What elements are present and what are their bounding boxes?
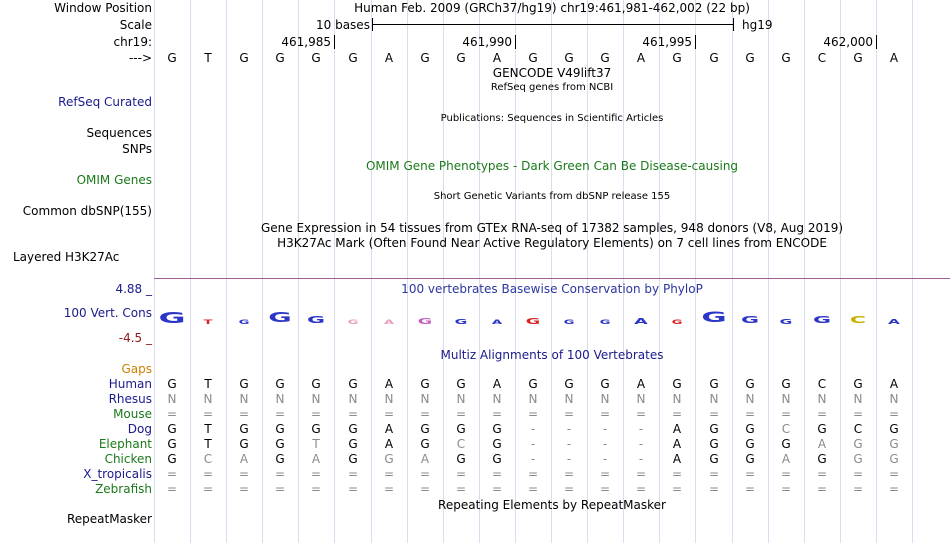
alignment-base: = xyxy=(599,407,611,421)
alignment-base: = xyxy=(816,482,828,496)
alignment-base: = xyxy=(744,482,756,496)
gridline xyxy=(840,0,841,543)
alignment-base: = xyxy=(671,467,683,481)
species-label[interactable]: X_tropicalis xyxy=(83,467,152,481)
gridline xyxy=(912,0,913,543)
gridline xyxy=(623,0,624,543)
alignment-base: G xyxy=(709,452,719,466)
repeatmasker-track-title[interactable]: Repeating Elements by RepeatMasker xyxy=(438,498,666,512)
alignment-base: = xyxy=(202,407,214,421)
alignment-base: G xyxy=(167,437,177,451)
alignment-base: G xyxy=(420,422,430,436)
chrom-label: chr19: xyxy=(113,35,152,49)
alignment-base: G xyxy=(781,437,791,451)
species-label[interactable]: Rhesus xyxy=(108,392,152,406)
publications-track-title[interactable]: Publications: Sequences in Scientific Articles xyxy=(440,113,664,124)
alignment-base: N xyxy=(311,392,321,406)
alignment-base: = xyxy=(455,482,467,496)
alignment-base: = xyxy=(671,407,683,421)
sequence-base: G xyxy=(275,51,285,65)
species-label[interactable]: Dog xyxy=(127,422,152,436)
repeatmasker-track-label[interactable]: RepeatMasker xyxy=(66,512,152,526)
alignment-base: A xyxy=(672,437,682,451)
alignment-base: A xyxy=(384,377,394,391)
gridline xyxy=(407,0,408,543)
conservation-base-mark: G xyxy=(779,318,793,326)
alignment-base: = xyxy=(491,407,503,421)
alignment-base: N xyxy=(817,392,827,406)
alignment-base: = xyxy=(816,467,828,481)
alignment-base: = xyxy=(310,467,322,481)
sequence-base: G xyxy=(420,51,430,65)
alignment-base: A xyxy=(817,437,827,451)
sequence-base: C xyxy=(817,51,827,65)
alignment-base: G xyxy=(239,437,249,451)
gridline xyxy=(443,0,444,543)
alignment-base: = xyxy=(383,467,395,481)
alignment-base: G xyxy=(745,437,755,451)
conservation-base-mark: G xyxy=(268,311,292,326)
alignment-base: = xyxy=(310,407,322,421)
cons-max-value: 4.88 _ xyxy=(115,282,152,296)
sequence-base: T xyxy=(204,51,212,65)
alignment-base: G xyxy=(709,377,719,391)
alignment-base: = xyxy=(383,407,395,421)
alignment-base: T xyxy=(312,437,320,451)
alignment-base: G xyxy=(275,437,285,451)
alignment-base: = xyxy=(888,482,900,496)
alignment-base: = xyxy=(274,407,286,421)
gridline xyxy=(768,0,769,543)
alignment-base: N xyxy=(781,392,791,406)
alignment-base: = xyxy=(455,467,467,481)
alignment-base: = xyxy=(599,467,611,481)
assembly-title: Human Feb. 2009 (GRCh37/hg19) chr19:461,981-462,002 (22 bp) xyxy=(354,1,750,15)
alignment-base: G xyxy=(348,422,358,436)
alignment-base: = xyxy=(780,482,792,496)
alignment-base: C xyxy=(781,422,791,436)
gridline xyxy=(334,0,335,543)
alignment-base: G xyxy=(167,422,177,436)
alignment-base: G xyxy=(745,422,755,436)
alignment-base: G xyxy=(384,452,394,466)
alignment-base: - xyxy=(530,437,536,451)
sequence-base: A xyxy=(636,51,646,65)
alignment-base: = xyxy=(708,482,720,496)
scale-label: Scale xyxy=(119,18,152,32)
sequence-base: G xyxy=(348,51,358,65)
alignment-base: N xyxy=(600,392,610,406)
species-label[interactable]: Chicken xyxy=(104,452,152,466)
gridline xyxy=(659,0,660,543)
alignment-base: - xyxy=(530,422,536,436)
alignment-base: = xyxy=(852,482,864,496)
alignment-base: - xyxy=(566,422,572,436)
sequence-base: A xyxy=(384,51,394,65)
alignment-base: G xyxy=(456,452,466,466)
alignment-base: G xyxy=(709,437,719,451)
alignment-base: G xyxy=(492,437,502,451)
alignment-base: = xyxy=(274,467,286,481)
alignment-base: A xyxy=(420,452,430,466)
conservation-base-mark: C xyxy=(849,315,867,326)
alignment-base: G xyxy=(564,377,574,391)
scale-text: 10 bases xyxy=(316,18,370,32)
ruler-tick xyxy=(695,35,696,49)
alignment-base: G xyxy=(348,452,358,466)
conservation-base-mark: A xyxy=(491,319,503,326)
alignment-base: - xyxy=(602,422,608,436)
alignment-base: = xyxy=(527,467,539,481)
alignment-base: G xyxy=(492,422,502,436)
conservation-base-mark: G xyxy=(454,318,468,326)
ruler-tick xyxy=(334,35,335,49)
alignment-base: N xyxy=(492,392,502,406)
alignment-base: G xyxy=(853,377,863,391)
alignment-base: G xyxy=(420,377,430,391)
gridline xyxy=(479,0,480,543)
sequence-base: G xyxy=(600,51,610,65)
conservation-base-mark: G xyxy=(158,309,186,327)
alignment-base: N xyxy=(167,392,177,406)
conservation-base-mark: G xyxy=(599,319,611,326)
alignment-base: = xyxy=(491,482,503,496)
alignment-base: A xyxy=(384,437,394,451)
conservation-base-mark: G xyxy=(812,315,832,326)
alignment-base: = xyxy=(347,467,359,481)
alignment-base: = xyxy=(527,482,539,496)
alignment-base: = xyxy=(635,407,647,421)
sequence-base: G xyxy=(239,51,249,65)
conservation-base-mark: G xyxy=(238,319,250,326)
ruler-tick xyxy=(515,35,516,49)
scale-bar-right-end xyxy=(733,18,734,31)
gridline xyxy=(732,0,733,543)
alignment-base: - xyxy=(602,452,608,466)
sequence-base: G xyxy=(564,51,574,65)
alignment-base: G xyxy=(745,377,755,391)
alignment-base: = xyxy=(419,482,431,496)
alignment-base: N xyxy=(564,392,574,406)
alignment-base: = xyxy=(383,482,395,496)
alignment-base: N xyxy=(203,392,213,406)
gridline xyxy=(876,0,877,543)
alignment-base: = xyxy=(238,407,250,421)
alignment-base: N xyxy=(239,392,249,406)
gridline xyxy=(298,0,299,543)
sequences-track-label[interactable]: Sequences xyxy=(86,126,152,140)
conservation-base-mark: G xyxy=(417,317,433,326)
cons-track-label[interactable]: 100 Vert. Cons xyxy=(63,306,152,320)
alignment-base: = xyxy=(599,482,611,496)
alignment-base: G xyxy=(709,422,719,436)
conservation-base-mark: A xyxy=(634,317,648,326)
alignment-base: G xyxy=(239,377,249,391)
alignment-base: N xyxy=(745,392,755,406)
alignment-base: = xyxy=(202,467,214,481)
alignment-base: G xyxy=(889,437,899,451)
alignment-base: = xyxy=(888,467,900,481)
gridline xyxy=(371,0,372,543)
alignment-base: T xyxy=(204,437,212,451)
alignment-base: G xyxy=(456,422,466,436)
alignment-base: = xyxy=(419,467,431,481)
alignment-base: C xyxy=(853,422,863,436)
omim-track-title[interactable]: OMIM Gene Phenotypes - Dark Green Can Be Disease-causing xyxy=(365,159,739,173)
alignment-base: = xyxy=(888,407,900,421)
alignment-base: - xyxy=(566,452,572,466)
conservation-base-mark: G xyxy=(347,319,359,326)
cons-min-value: -4.5 _ xyxy=(118,331,152,345)
gridline xyxy=(804,0,805,543)
alignment-base: A xyxy=(636,377,646,391)
cons-track-title[interactable]: 100 vertebrates Basewise Conservation by PhyloP xyxy=(401,282,703,296)
alignment-base: N xyxy=(456,392,466,406)
alignment-base: = xyxy=(708,407,720,421)
alignment-base: G xyxy=(528,377,538,391)
gridline xyxy=(154,0,155,543)
gtex-track-title[interactable]: Gene Expression in 54 tissues from GTEx RNA-seq of 17382 samples, 948 donors (V8, Aug 2019) xyxy=(260,221,844,235)
alignment-base: = xyxy=(166,407,178,421)
alignment-base: T xyxy=(204,377,212,391)
alignment-base: C xyxy=(456,437,466,451)
gaps-label[interactable]: Gaps xyxy=(121,362,152,376)
alignment-base: G xyxy=(492,452,502,466)
alignment-base: = xyxy=(491,467,503,481)
gridline xyxy=(262,0,263,543)
ruler-tick-label: 462,000 xyxy=(823,35,873,49)
sequence-base: A xyxy=(889,51,899,65)
alignment-base: G xyxy=(348,377,358,391)
alignment-base: C xyxy=(203,452,213,466)
sequence-base: G xyxy=(781,51,791,65)
alignment-base: = xyxy=(527,407,539,421)
alignment-base: G xyxy=(311,377,321,391)
alignment-base: - xyxy=(530,452,536,466)
alignment-base: N xyxy=(853,392,863,406)
assembly-short: hg19 xyxy=(742,18,773,32)
alignment-base: - xyxy=(638,452,644,466)
alignment-base: G xyxy=(817,452,827,466)
alignment-base: G xyxy=(889,452,899,466)
sequence-base: G xyxy=(853,51,863,65)
gencode-track-title[interactable]: GENCODE V49lift37 xyxy=(492,66,612,80)
alignment-base: - xyxy=(602,437,608,451)
alignment-base: G xyxy=(420,437,430,451)
ruler-tick xyxy=(876,35,877,49)
alignment-base: = xyxy=(671,482,683,496)
alignment-base: = xyxy=(563,482,575,496)
alignment-base: G xyxy=(275,452,285,466)
alignment-base: - xyxy=(638,437,644,451)
sequence-base: G xyxy=(311,51,321,65)
alignment-base: G xyxy=(239,422,249,436)
sequence-base: G xyxy=(672,51,682,65)
alignment-base: G xyxy=(745,452,755,466)
alignment-base: G xyxy=(853,437,863,451)
strand-toggle[interactable]: ---> xyxy=(128,51,152,65)
alignment-base: = xyxy=(816,407,828,421)
track-divider xyxy=(154,278,950,279)
scale-bar-left-end xyxy=(372,18,373,31)
alignment-base: = xyxy=(635,482,647,496)
alignment-base: N xyxy=(384,392,394,406)
alignment-base: = xyxy=(166,482,178,496)
alignment-base: G xyxy=(348,437,358,451)
alignment-base: G xyxy=(600,377,610,391)
alignment-base: = xyxy=(780,407,792,421)
sequence-base: G xyxy=(528,51,538,65)
alignment-base: N xyxy=(420,392,430,406)
alignment-base: C xyxy=(817,377,827,391)
window-position-label: Window Position xyxy=(54,1,152,15)
alignment-base: - xyxy=(638,422,644,436)
alignment-base: = xyxy=(563,467,575,481)
conservation-base-mark: G xyxy=(740,315,760,326)
alignment-base: = xyxy=(780,467,792,481)
alignment-base: N xyxy=(348,392,358,406)
conservation-base-mark: G xyxy=(563,319,575,326)
conservation-base-mark: A xyxy=(888,318,900,326)
species-label[interactable]: Zebrafish xyxy=(95,482,152,496)
alignment-base: = xyxy=(708,467,720,481)
sequence-base: G xyxy=(709,51,719,65)
scale-bar xyxy=(372,24,734,25)
refseq-track-title[interactable]: RefSeq genes from NCBI xyxy=(490,82,614,93)
multiz-track-title[interactable]: Multiz Alignments of 100 Vertebrates xyxy=(440,348,664,362)
alignment-base: = xyxy=(419,407,431,421)
conservation-base-mark: G xyxy=(306,315,326,326)
alignment-base: = xyxy=(310,482,322,496)
alignment-base: G xyxy=(275,377,285,391)
snps-track-label[interactable]: SNPs xyxy=(122,142,152,156)
alignment-base: N xyxy=(528,392,538,406)
species-label[interactable]: Elephant xyxy=(98,437,152,451)
alignment-base: A xyxy=(311,452,321,466)
alignment-base: G xyxy=(167,452,177,466)
h3k27-track-title[interactable]: H3K27Ac Mark (Often Found Near Active Regulatory Elements) on 7 cell lines from ENCODE xyxy=(277,236,827,250)
alignment-base: A xyxy=(672,422,682,436)
dbsnp-track-label[interactable]: Common dbSNP(155) xyxy=(22,204,152,218)
alignment-base: = xyxy=(852,407,864,421)
sequence-base: G xyxy=(167,51,177,65)
alignment-base: G xyxy=(853,452,863,466)
alignment-base: = xyxy=(347,407,359,421)
alignment-base: = xyxy=(238,467,250,481)
conservation-base-mark: A xyxy=(383,319,395,326)
dbsnp-track-title[interactable]: Short Genetic Variants from dbSNP release 155 xyxy=(433,191,671,202)
alignment-base: N xyxy=(889,392,899,406)
alignment-base: N xyxy=(672,392,682,406)
alignment-base: N xyxy=(636,392,646,406)
sequence-base: A xyxy=(492,51,502,65)
alignment-base: G xyxy=(817,422,827,436)
alignment-base: = xyxy=(166,467,178,481)
alignment-base: N xyxy=(709,392,719,406)
omim-track-label[interactable]: OMIM Genes xyxy=(76,173,152,187)
alignment-base: G xyxy=(889,422,899,436)
alignment-base: = xyxy=(563,407,575,421)
alignment-base: G xyxy=(672,377,682,391)
alignment-base: T xyxy=(204,422,212,436)
gridline xyxy=(226,0,227,543)
alignment-base: G xyxy=(275,422,285,436)
species-label[interactable]: Mouse xyxy=(113,407,152,421)
alignment-base: G xyxy=(781,377,791,391)
ruler-tick-label: 461,995 xyxy=(642,35,692,49)
alignment-base: A xyxy=(781,452,791,466)
alignment-base: = xyxy=(744,407,756,421)
alignment-base: = xyxy=(202,482,214,496)
conservation-base-mark: T xyxy=(203,319,213,326)
alignment-base: = xyxy=(347,482,359,496)
alignment-base: G xyxy=(167,377,177,391)
alignment-base: = xyxy=(635,467,647,481)
species-label[interactable]: Human xyxy=(108,377,152,391)
alignment-base: G xyxy=(456,377,466,391)
alignment-base: A xyxy=(384,422,394,436)
alignment-base: = xyxy=(744,467,756,481)
alignment-base: A xyxy=(239,452,249,466)
conservation-base-mark: G xyxy=(671,319,683,326)
alignment-base: = xyxy=(274,482,286,496)
alignment-base: A xyxy=(672,452,682,466)
alignment-base: - xyxy=(566,437,572,451)
conservation-base-mark: G xyxy=(701,310,727,326)
sequence-base: G xyxy=(745,51,755,65)
alignment-base: A xyxy=(492,377,502,391)
h3k27-track-label[interactable]: Layered H3K27Ac xyxy=(13,250,120,264)
ruler-tick-label: 461,985 xyxy=(281,35,331,49)
alignment-base: A xyxy=(889,377,899,391)
conservation-base-mark: G xyxy=(525,317,541,326)
alignment-base: G xyxy=(311,422,321,436)
alignment-base: N xyxy=(275,392,285,406)
gridline xyxy=(695,0,696,543)
refseq-track-label[interactable]: RefSeq Curated xyxy=(58,95,152,109)
sequence-base: G xyxy=(456,51,466,65)
alignment-base: = xyxy=(455,407,467,421)
alignment-base: = xyxy=(852,467,864,481)
gridline xyxy=(190,0,191,543)
alignment-base: = xyxy=(238,482,250,496)
ruler-tick-label: 461,990 xyxy=(462,35,512,49)
